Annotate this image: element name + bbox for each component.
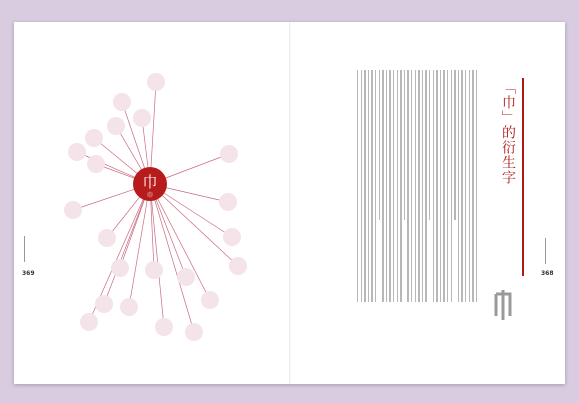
derivative-node [229, 257, 247, 275]
body-text-column [389, 70, 390, 302]
derivative-node [98, 229, 116, 247]
connector-line [150, 184, 164, 327]
body-text-column [361, 70, 362, 302]
derivative-node [107, 117, 125, 135]
derivative-node [220, 145, 238, 163]
derivative-node [201, 291, 219, 309]
body-text-column [440, 70, 441, 302]
page-number-right: 368 [541, 270, 554, 277]
derivative-node [85, 129, 103, 147]
derivative-node [185, 323, 203, 341]
diagram-svg [14, 22, 289, 384]
running-header-right [545, 238, 552, 264]
body-text-column [382, 70, 383, 302]
body-text-column [443, 70, 444, 302]
body-text-column [436, 70, 437, 302]
page-title: 「巾」的衍生字 [500, 80, 516, 185]
derivative-node [111, 259, 129, 277]
body-text-column [429, 70, 430, 220]
derivative-node [219, 193, 237, 211]
derivative-node [80, 313, 98, 331]
derivative-node [64, 201, 82, 219]
body-text [357, 70, 482, 302]
body-text-column [386, 70, 387, 302]
running-header-left [24, 236, 31, 262]
body-text-column [465, 70, 466, 302]
derivative-node [223, 228, 241, 246]
body-text-column [393, 70, 394, 302]
derivative-node [145, 261, 163, 279]
body-text-column [472, 70, 473, 302]
center-node-label: 巾 [146, 192, 154, 199]
body-text-column [476, 70, 477, 302]
body-text-column [357, 70, 358, 302]
body-text-column [451, 70, 452, 302]
decorative-cap-glyph [492, 290, 514, 320]
body-text-column [379, 70, 380, 220]
connector-line [150, 184, 194, 332]
connector-line [129, 184, 150, 307]
derivative-node [177, 268, 195, 286]
body-text-column [454, 70, 455, 220]
derivative-diagram [14, 22, 289, 384]
center-node-glyph: 巾 [142, 173, 158, 191]
body-text-column [375, 70, 376, 302]
book-gutter [289, 22, 291, 384]
body-text-column [469, 70, 470, 302]
derivative-node [113, 93, 131, 111]
body-text-column [447, 70, 448, 302]
derivative-node [147, 73, 165, 91]
body-text-column [422, 70, 423, 302]
page-number-left: 369 [22, 270, 35, 277]
derivative-node [155, 318, 173, 336]
derivative-node [95, 295, 113, 313]
body-text-column [411, 70, 412, 302]
body-text-column [368, 70, 369, 302]
body-text-column [433, 70, 434, 302]
body-text-column [371, 70, 372, 302]
body-text-column [458, 70, 459, 302]
derivative-node [68, 143, 86, 161]
body-text-column [397, 70, 398, 302]
body-text-column [461, 70, 462, 302]
derivative-node [133, 109, 151, 127]
body-text-column [400, 70, 401, 302]
body-text-column [418, 70, 419, 302]
body-text-column [404, 70, 405, 220]
derivative-node [87, 155, 105, 173]
body-text-column [425, 70, 426, 302]
body-text-column [364, 70, 365, 302]
title-rule [522, 78, 524, 276]
derivative-node [120, 298, 138, 316]
book-spread [14, 22, 565, 384]
body-text-column [407, 70, 408, 302]
body-text-column [415, 70, 416, 302]
